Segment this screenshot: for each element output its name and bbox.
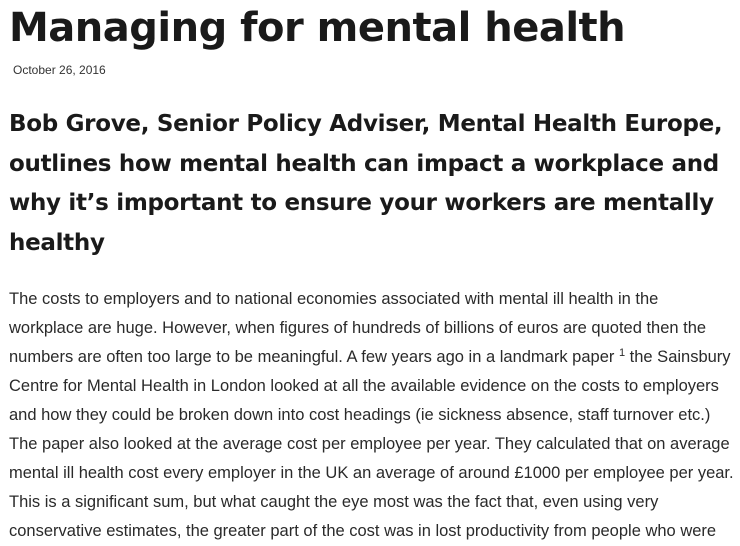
article-title: Managing for mental health — [9, 5, 626, 51]
article-date: October 26, 2016 — [13, 63, 106, 77]
footnote-reference[interactable]: 1 — [618, 347, 626, 359]
body-text-part-1: The costs to employers and to national economies associated with mental ill health in the workplace are huge. However, when figures of hundreds of billions of euros are quoted then the numbers are often too large to be meaningful. A few years ago in a landmark paper — [9, 290, 707, 366]
body-text-part-2: the Sainsbury Centre for Mental Health in London looked at all the available evidence on the costs to employers and how they could be broken down into cost headings (ie sickness absence, staff turnover etc.) The paper also looked at the average cost per employee per year. They calculated that on average mental ill health cost every employer in the UK an average of around £1000 per employee per year. This is a significant sum, but what caught the eye most was the fact that, even using very conservative estimates, the greater part of the cost was in lost productivity from people who were — [9, 348, 734, 540]
article-standfirst: Bob Grove, Senior Policy Adviser, Mental Health Europe, outlines how mental health can impact a workplace and why it’s important to ensure your workers are mentally healthy — [9, 111, 723, 256]
article — [9, 0, 737, 546]
article-body-paragraph — [9, 285, 737, 546]
